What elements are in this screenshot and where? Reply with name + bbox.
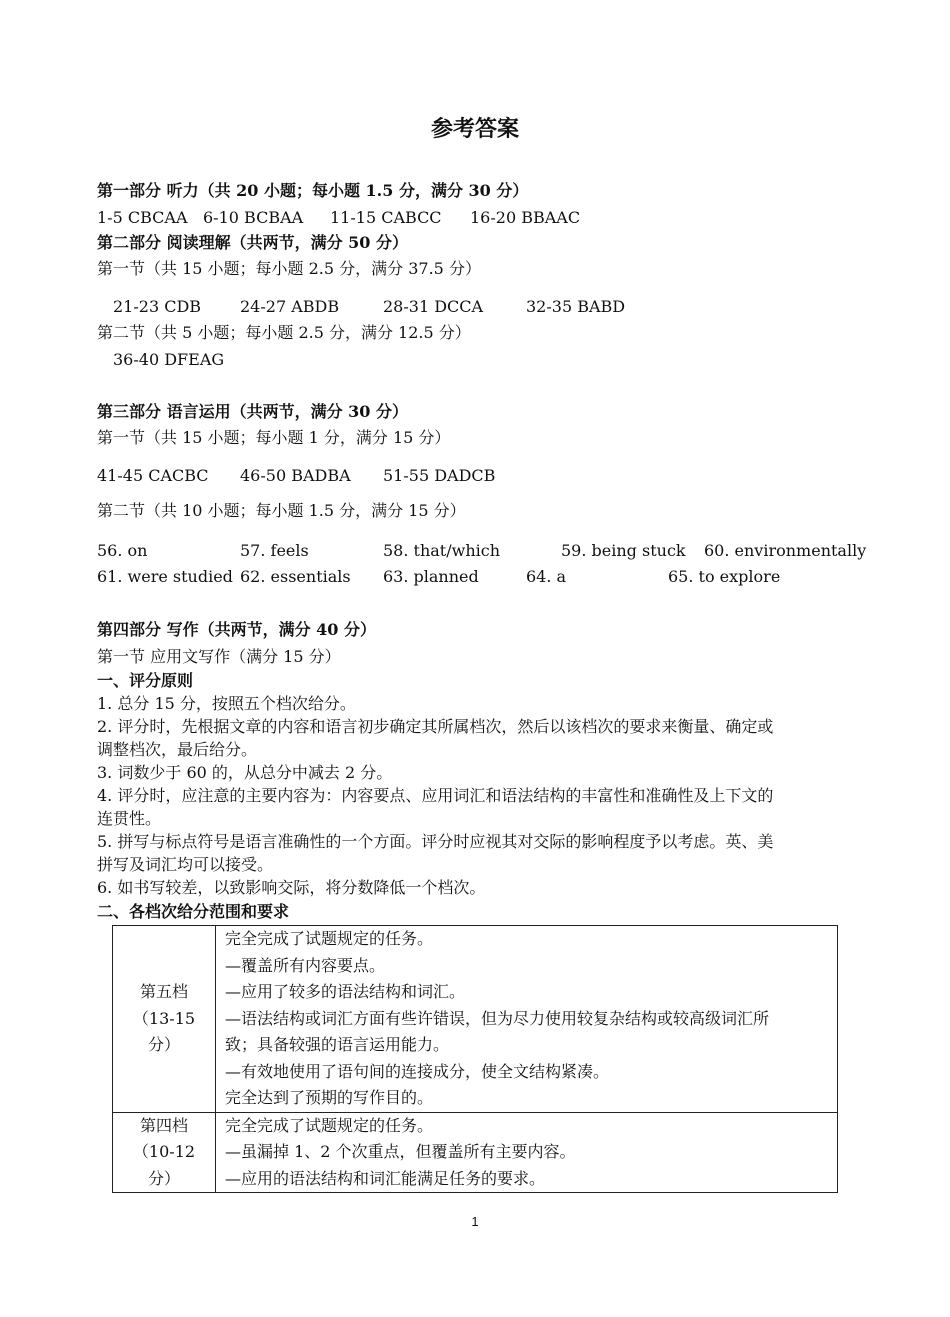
- requirement-line: —应用了较多的语法结构和词汇。: [225, 982, 466, 1001]
- grade-unit: 分）: [147, 1168, 180, 1188]
- grade-range: （13-15: [132, 1008, 196, 1028]
- principle-line: 5. 拼写与标点符号是语言准确性的一个方面。评分时应视其对交际的影响程度予以考虑。英、美: [97, 832, 774, 851]
- answer-item: 57. feels: [240, 541, 309, 560]
- requirement-line: 完全完成了试题规定的任务。: [225, 1115, 434, 1135]
- principle-line: 6. 如书写较差，以致影响交际，将分数降低一个档次。: [97, 878, 486, 897]
- part3-section1: 第一节（共 15 小题；每小题 1 分，满分 15 分）: [97, 428, 451, 447]
- answer-group: 11-15 CABCC: [330, 208, 442, 227]
- answer-item: 64. a: [526, 567, 567, 586]
- part2-heading: 第二部分 阅读理解（共两节，满分 50 分）: [97, 233, 408, 252]
- grade-requirements-cell: [216, 926, 838, 1113]
- part4-section1: 第一节 应用文写作（满分 15 分）: [97, 647, 341, 666]
- answer-item: 56. on: [97, 541, 148, 560]
- principle-line: 拼写及词汇均可以接受。: [97, 855, 274, 874]
- answer-item: 61. were studied: [97, 567, 233, 586]
- table-row: [113, 926, 838, 1113]
- answer-item: 58. that/which: [383, 541, 501, 560]
- part1-heading: 第一部分 听力（共 20 小题；每小题 1.5 分，满分 30 分）: [97, 181, 529, 200]
- answer-group: 41-45 CACBC: [97, 466, 209, 485]
- page-number: 1: [471, 1214, 479, 1229]
- part3-heading: 第三部分 语言运用（共两节，满分 30 分）: [97, 402, 408, 421]
- answer-group: 21-23 CDB: [113, 297, 202, 316]
- grade-unit: 分）: [147, 1035, 180, 1054]
- grade-name: 第五档: [139, 982, 188, 1001]
- answer-item: 59. being stuck: [561, 541, 686, 560]
- answer-group: 16-20 BBAAC: [470, 208, 581, 227]
- requirement-line: —语法结构或词汇方面有些许错误，但为尽力使用较复杂结构或较高级词汇所: [225, 1008, 770, 1028]
- requirement-line: 致；具备较强的语言运用能力。: [225, 1035, 450, 1054]
- principle-line: 连贯性。: [97, 809, 162, 828]
- principle-line: 1. 总分 15 分，按照五个档次给分。: [97, 694, 356, 713]
- answer-item: 65. to explore: [668, 567, 781, 586]
- principle-line: 调整档次，最后给分。: [97, 740, 258, 759]
- grade-level-cell: [113, 1112, 216, 1193]
- principle-line: 2. 评分时，先根据文章的内容和语言初步确定其所属档次，然后以该档次的要求来衡量、确定或: [97, 717, 774, 736]
- part2-section2: 第二节（共 5 小题；每小题 2.5 分，满分 12.5 分）: [97, 323, 471, 342]
- answer-group: 6-10 BCBAA: [203, 208, 304, 227]
- answer-group: 46-50 BADBA: [240, 466, 351, 485]
- grade-requirements-cell: [216, 1112, 838, 1193]
- answer-item: 63. planned: [383, 567, 479, 586]
- requirement-line: —应用的语法结构和词汇能满足任务的要求。: [225, 1168, 546, 1188]
- table-row: [113, 1112, 838, 1193]
- principles-heading: 一、评分原则: [97, 671, 194, 690]
- part2-section1: 第一节（共 15 小题；每小题 2.5 分，满分 37.5 分）: [97, 259, 481, 278]
- answer-group: 1-5 CBCAA: [97, 208, 188, 227]
- answer-group: 24-27 ABDB: [240, 297, 340, 316]
- answer-group: 51-55 DADCB: [383, 466, 496, 485]
- principle-line: 4. 评分时，应注意的主要内容为：内容要点、应用词汇和语法结构的丰富性和准确性及上下文的: [97, 786, 774, 805]
- grading-table: [112, 925, 838, 1193]
- grade-name: 第四档: [139, 1115, 188, 1135]
- requirement-line: —虽漏掉 1、2 个次重点，但覆盖所有主要内容。: [225, 1142, 576, 1161]
- ranges-heading: 二、各档次给分范围和要求: [97, 902, 290, 921]
- answer-item: 60. environmentally: [704, 541, 867, 560]
- requirement-line: 完全达到了预期的写作目的。: [225, 1088, 434, 1107]
- answer-group: 28-31 DCCA: [383, 297, 484, 316]
- grade-level-cell: [113, 926, 216, 1113]
- part3-section2: 第二节（共 10 小题；每小题 1.5 分，满分 15 分）: [97, 501, 466, 520]
- answer-group: 32-35 BABD: [526, 297, 626, 316]
- requirement-line: 完全完成了试题规定的任务。: [225, 929, 434, 948]
- requirement-line: —覆盖所有内容要点。: [225, 955, 386, 975]
- requirement-line: —有效地使用了语句间的连接成分，使全文结构紧凑。: [225, 1061, 610, 1081]
- part4-heading: 第四部分 写作（共两节，满分 40 分）: [97, 620, 376, 639]
- page-title: 参考答案: [430, 116, 519, 142]
- grade-range: （10-12: [132, 1142, 196, 1161]
- answer-group: 36-40 DFEAG: [113, 350, 225, 369]
- principle-line: 3. 词数少于 60 的，从总分中减去 2 分。: [97, 763, 393, 782]
- answer-item: 62. essentials: [240, 567, 351, 586]
